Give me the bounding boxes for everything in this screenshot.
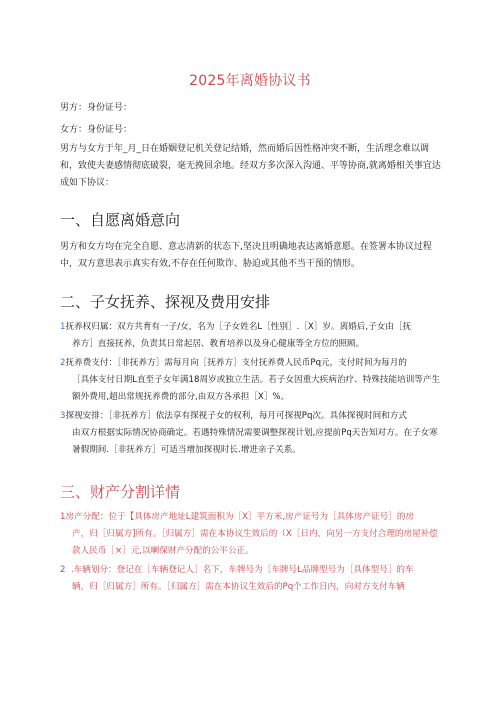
- item-continuation: 由双方根据实际情况协商确定。若遇特殊情况需要调整探视计划,应提前Pq天告知对方。在子女寒暑假期间.［非抚养方］可适当增加探视时长.增进亲子关系。: [72, 428, 438, 455]
- female-id-line: 女方：身份证号：: [60, 125, 133, 135]
- item-first-line: 抚养权归属：双方共育有一子/女，名为［子女姓名L［性别］.［X］岁。离婚后,子女由［抚: [65, 322, 412, 332]
- item-continuation: 辆，归［归属方］所有。［归属方］需在本协议生效后的Pq个工作日内，向对方支付车辆: [72, 582, 405, 592]
- section-heading-3: 三、财产分割详情: [60, 483, 181, 501]
- item-first-line: 房产分配：位于【具体房产地址L建筑面积为［X］平方米,房产证号为［具体房产证号］的房: [65, 512, 415, 522]
- item-number: 1: [60, 512, 66, 522]
- section-2-item-2: [60, 355, 444, 406]
- item-continuation: ［具体支付日期L直至子女年满18周岁或独立生活。若子女因重大疾病治疗、特殊技能培训等产生额外费用,超出常规抚养费的部分,由双方各承担［X］%。: [72, 375, 441, 402]
- document-title: 2025年离婚协议书: [189, 73, 311, 89]
- item-continuation: 产，归［归属方]所有。［归属方］需在本协议生效后的（X［日内，向另一方支付合理的房屋补偿款人民币［×］元,以喇保财产分配的公平公正。: [72, 529, 438, 556]
- section-2-item-1: [60, 319, 444, 353]
- section-heading-2: 二、子女抚养、探视及费用安排: [60, 293, 271, 311]
- section-2-item-3: [60, 408, 444, 459]
- item-first-line: 探视安排：［非抚养方］依法享有探视子女的权利，每月可探视Pq次。具体探视时间和方式: [65, 411, 407, 421]
- item-number: 2: [60, 565, 66, 575]
- item-number: 3: [60, 411, 66, 421]
- item-number: 2: [60, 358, 66, 368]
- section-3-item-2: [60, 562, 444, 596]
- section-3-item-1: [60, 509, 444, 560]
- male-id-line: 男方：身份证号：: [60, 103, 133, 113]
- section-1-body: 男方和女方均在完全自愿、意志清新的状态下,坚决且明确地表达离婚意愿。在签署本协议过程中，双方意思表示真实有效,不存在任何欺诈、胁迫或其他不当干预的情形。: [60, 242, 432, 269]
- item-first-line: .车辆划分：登记在［车辆登记人］名下，车牌号为［车牌号L品牌型号为［具体型号］的车: [70, 565, 414, 575]
- item-number: 1: [60, 322, 66, 332]
- section-heading-1: 一、自愿离婚意向: [60, 211, 181, 229]
- item-continuation: 养方］直接抚养，负责其日常起居、教育培养以及身心健康等全方位的照顾。: [72, 339, 365, 349]
- item-first-line: 抚养费支付：［非抚养方］需每月向［抚养方］支付抚养费人民币Pq元，支付时间为每月的: [65, 358, 407, 368]
- intro-paragraph: 男方与女方于年_月_日在婚姻登记机关登记结婚，然而婚后因性格冲突不断，生活理念难以调和，致使夫妻感情彻底破裂，毫无挽回余地。经双方多次深入沟通、平等协商,就离婚相关事宜达成如下协议：: [60, 144, 441, 188]
